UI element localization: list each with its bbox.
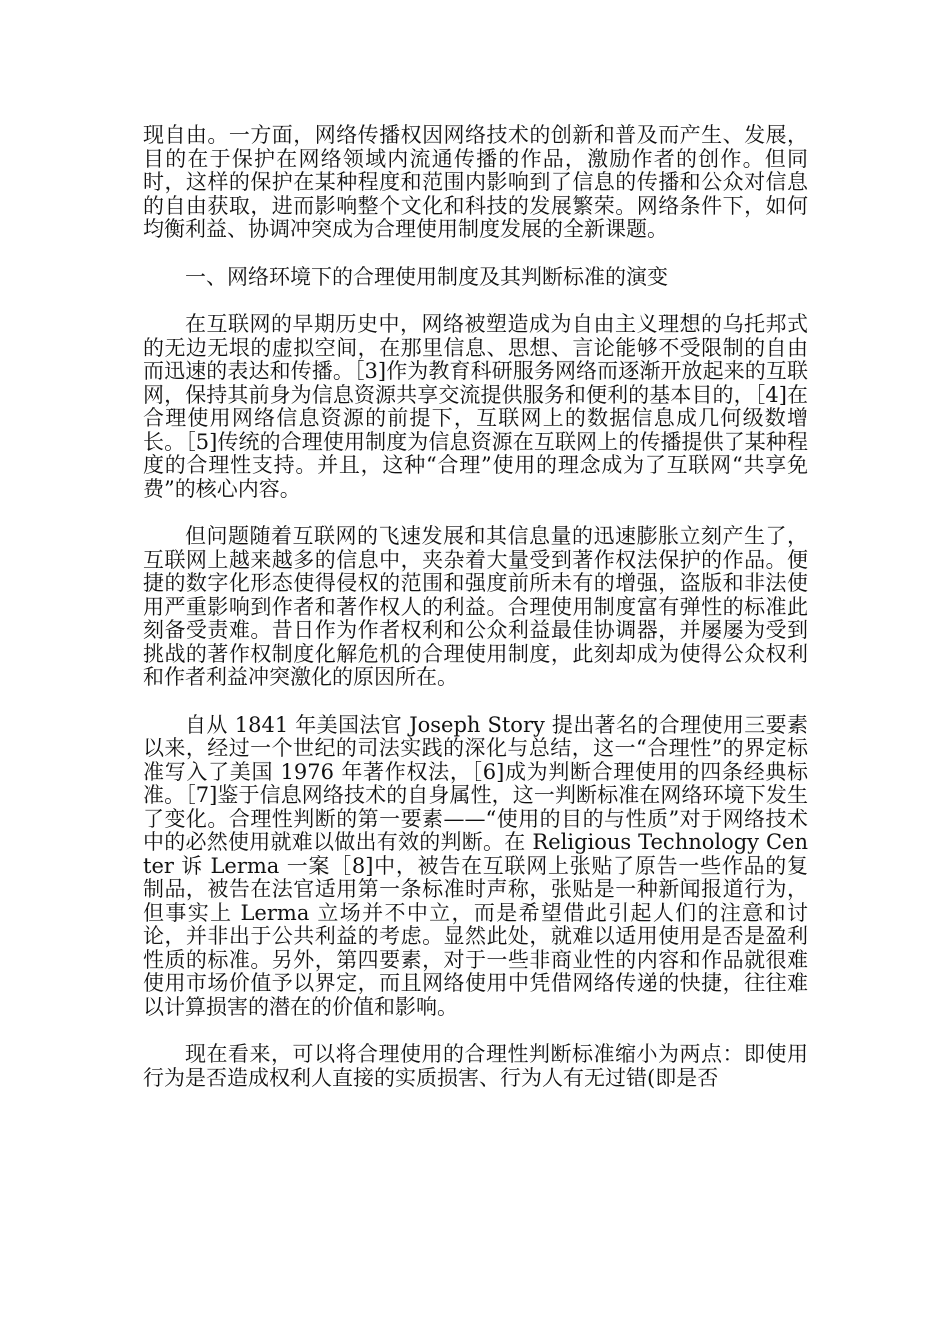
document-page [143, 124, 808, 1090]
body-paragraph: 自从 1841 年美国法官 Joseph Story 提出著名的合理使用三要素以来，经过一个世纪的司法实践的深化与总结，这一“合理性”的界定标准写入了美国 1976 年著作权法，［6]成为判断合理使用的四条经典标准。［7]鉴于信息网络技术的自身属性，这一判断标准在网络环境下发生了变化。合理性判断的第一要素——“使用的目的与性质”对于网络技术中的必然使用就难以做出有效的判断。在 Religious Technology Center 诉 Lerma 一案［8]中，被告在互联网上张贴了原告一些作品的复制品，被告在法官适用第一条标准时声称，张贴是一种新闻报道行为，但事实上 Lerma 立场并不中立，而是希望借此引起人们的注意和讨论，并非出于公共利益的考虑。显然此处，就难以适用使用是否是盈利性质的标准。另外，第四要素，对于一些非商业性的内容和作品就很难使用市场价值予以界定，而且网络使用中凭借网络传递的快捷，往往难以计算损害的潜在的价值和影响。 [143, 712, 808, 1019]
body-paragraph: 但问题随着互联网的飞速发展和其信息量的迅速膨胀立刻产生了，互联网上越来越多的信息中，夹杂着大量受到著作权法保护的作品。便捷的数字化形态使得侵权的范围和强度前所未有的增强，盗版和非法使用严重影响到作者和著作权人的利益。合理使用制度富有弹性的标准此刻备受责难。昔日作为作者权利和公众利益最佳协调器，并屡屡为受到挑战的著作权制度化解危机的合理使用制度，此刻却成为使得公众权利和作者利益冲突激化的原因所在。 [143, 524, 808, 689]
body-paragraph: 在互联网的早期历史中，网络被塑造成为自由主义理想的乌托邦式的无边无垠的虚拟空间，在那里信息、思想、言论能够不受限制的自由而迅速的表达和传播。［3]作为教育科研服务网络而逐渐开放起来的互联网，保持其前身为信息资源共享交流提供服务和便利的基本目的，［4]在合理使用网络信息资源的前提下，互联网上的数据信息成几何级数增长。［5]传统的合理使用制度为信息资源在互联网上的传播提供了某种程度的合理性支持。并且，这种“合理”使用的理念成为了互联网“共享免费”的核心内容。 [143, 312, 808, 501]
body-paragraph-continued: 现自由。一方面，网络传播权因网络技术的创新和普及而产生、发展，目的在于保护在网络领域内流通传播的作品，激励作者的创作。但同时，这样的保护在某种程度和范围内影响到了信息的传播和公众对信息的自由获取，进而影响整个文化和科技的发展繁荣。网络条件下，如何均衡利益、协调冲突成为合理使用制度发展的全新课题。 [143, 123, 808, 241]
section-heading: 一、网络环境下的合理使用制度及其判断标准的演变 [185, 264, 668, 289]
body-paragraph-truncated: 现在看来，可以将合理使用的合理性判断标准缩小为两点：即使用行为是否造成权利人直接的实质损害、行为人有无过错(即是否 [143, 1042, 808, 1090]
